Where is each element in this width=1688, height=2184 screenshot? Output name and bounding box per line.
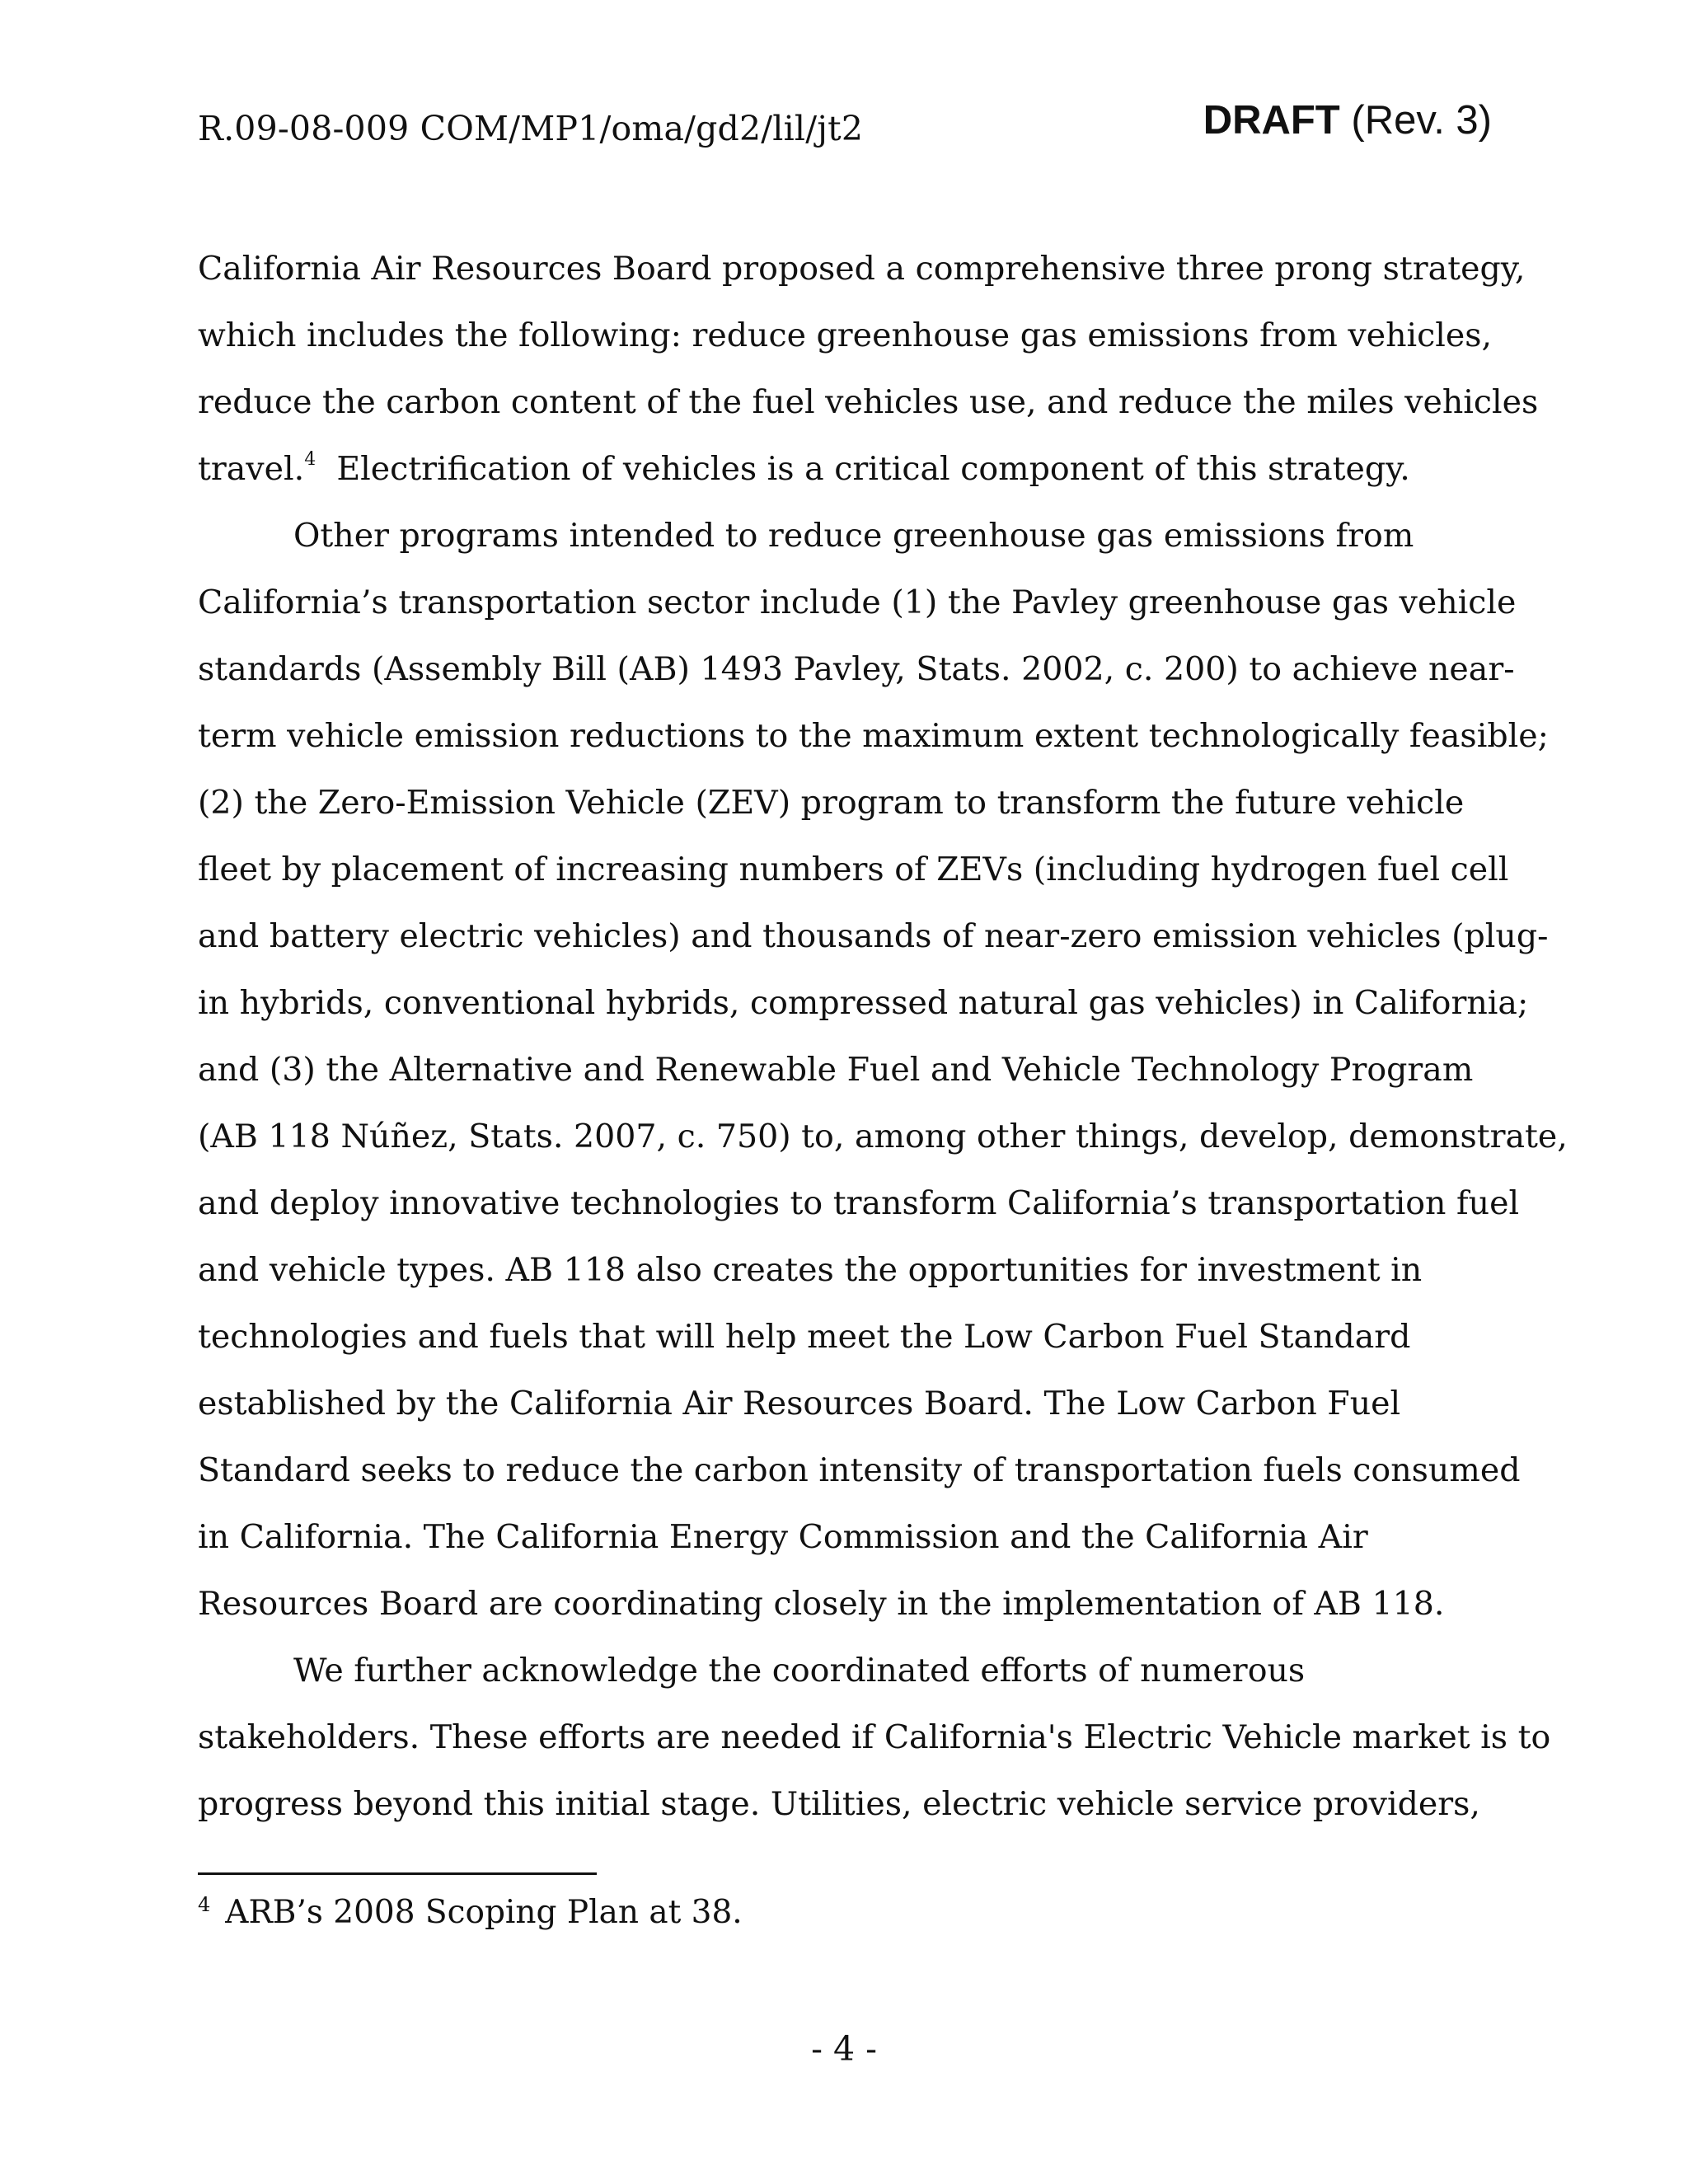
- paragraph-2-line: and vehicle types. AB 118 also creates the opportunities for investment in: [198, 1251, 1423, 1289]
- footnote-text: ARB’s 2008 Scoping Plan at 38.: [225, 1894, 743, 1931]
- paragraph-2-line: and (3) the Alternative and Renewable Fuel and Vehicle Technology Program: [198, 1051, 1474, 1089]
- paragraph-3-first-line: We further acknowledge the coordinated efforts of numerous: [293, 1652, 1306, 1690]
- paragraph-1-line: California Air Resources Board proposed a comprehensive three prong strategy,: [198, 250, 1526, 288]
- paragraph-2-line: Resources Board are coordinating closely in the implementation of AB 118.: [198, 1585, 1445, 1623]
- draft-label: [1203, 97, 1492, 143]
- paragraph-1-last-line: [198, 436, 1496, 503]
- footnote-reference[interactable]: 4: [304, 448, 316, 470]
- paragraph-2-line: in hybrids, conventional hybrids, compressed natural gas vehicles) in California;: [198, 984, 1529, 1022]
- paragraph-2-line: (2) the Zero-Emission Vehicle (ZEV) program to transform the future vehicle: [198, 784, 1465, 822]
- paragraph-2-line: term vehicle emission reductions to the maximum extent technologically feasible;: [198, 717, 1549, 755]
- paragraph-2-line: and battery electric vehicles) and thousands of near-zero emission vehicles (plug-: [198, 917, 1549, 955]
- body-text: [198, 236, 1568, 1838]
- page-number: - 4 -: [811, 2029, 877, 2069]
- paragraph-2-line: technologies and fuels that will help meet the Low Carbon Fuel Standard: [198, 1318, 1411, 1356]
- footnote-separator: [198, 1872, 597, 1875]
- paragraph-2-first-line: Other programs intended to reduce greenhouse gas emissions from: [293, 517, 1414, 555]
- paragraph-2-line: in California. The California Energy Commission and the California Air: [198, 1518, 1368, 1556]
- paragraph-1-line: reduce the carbon content of the fuel vehicles use, and reduce the miles vehicles: [198, 383, 1539, 421]
- paragraph-2-line: (AB 118 Núñez, Stats. 2007, c. 750) to, among other things, develop, demonstrate,: [198, 1118, 1568, 1155]
- footnote-number: 4: [198, 1893, 211, 1916]
- paragraph-2-line: California’s transportation sector include (1) the Pavley greenhouse gas vehicle: [198, 583, 1517, 621]
- paragraph-3-line: stakeholders. These efforts are needed if California's Electric Vehicle market is to: [198, 1718, 1551, 1756]
- paragraph-2-line: fleet by placement of increasing numbers of ZEVs (including hydrogen fuel cell: [198, 851, 1509, 888]
- paragraph-2-line: and deploy innovative technologies to transform California’s transportation fuel: [198, 1184, 1520, 1222]
- page-header: [198, 97, 1492, 155]
- footnote: [198, 1894, 743, 1931]
- paragraph-3-line: progress beyond this initial stage. Utilities, electric vehicle service providers,: [198, 1785, 1480, 1823]
- paragraph-2-line: established by the California Air Resources Board. The Low Carbon Fuel: [198, 1385, 1401, 1422]
- revision-label: (Rev. 3): [1351, 98, 1492, 143]
- paragraph-2-line: standards (Assembly Bill (AB) 1493 Pavley, Stats. 2002, c. 200) to achieve near-: [198, 650, 1515, 688]
- paragraph-1-line-start: travel.: [198, 450, 305, 488]
- paragraph-2-line: Standard seeks to reduce the carbon intensity of transportation fuels consumed: [198, 1451, 1521, 1489]
- draft-word: DRAFT: [1203, 98, 1340, 143]
- paragraph-1-line: which includes the following: reduce greenhouse gas emissions from vehicles,: [198, 316, 1493, 354]
- paragraph-1-line-end: Electrification of vehicles is a critical component of this strategy.: [336, 450, 1410, 488]
- docket-number: R.09-08-009 COM/MP1/oma/gd2/lil/jt2: [198, 109, 864, 148]
